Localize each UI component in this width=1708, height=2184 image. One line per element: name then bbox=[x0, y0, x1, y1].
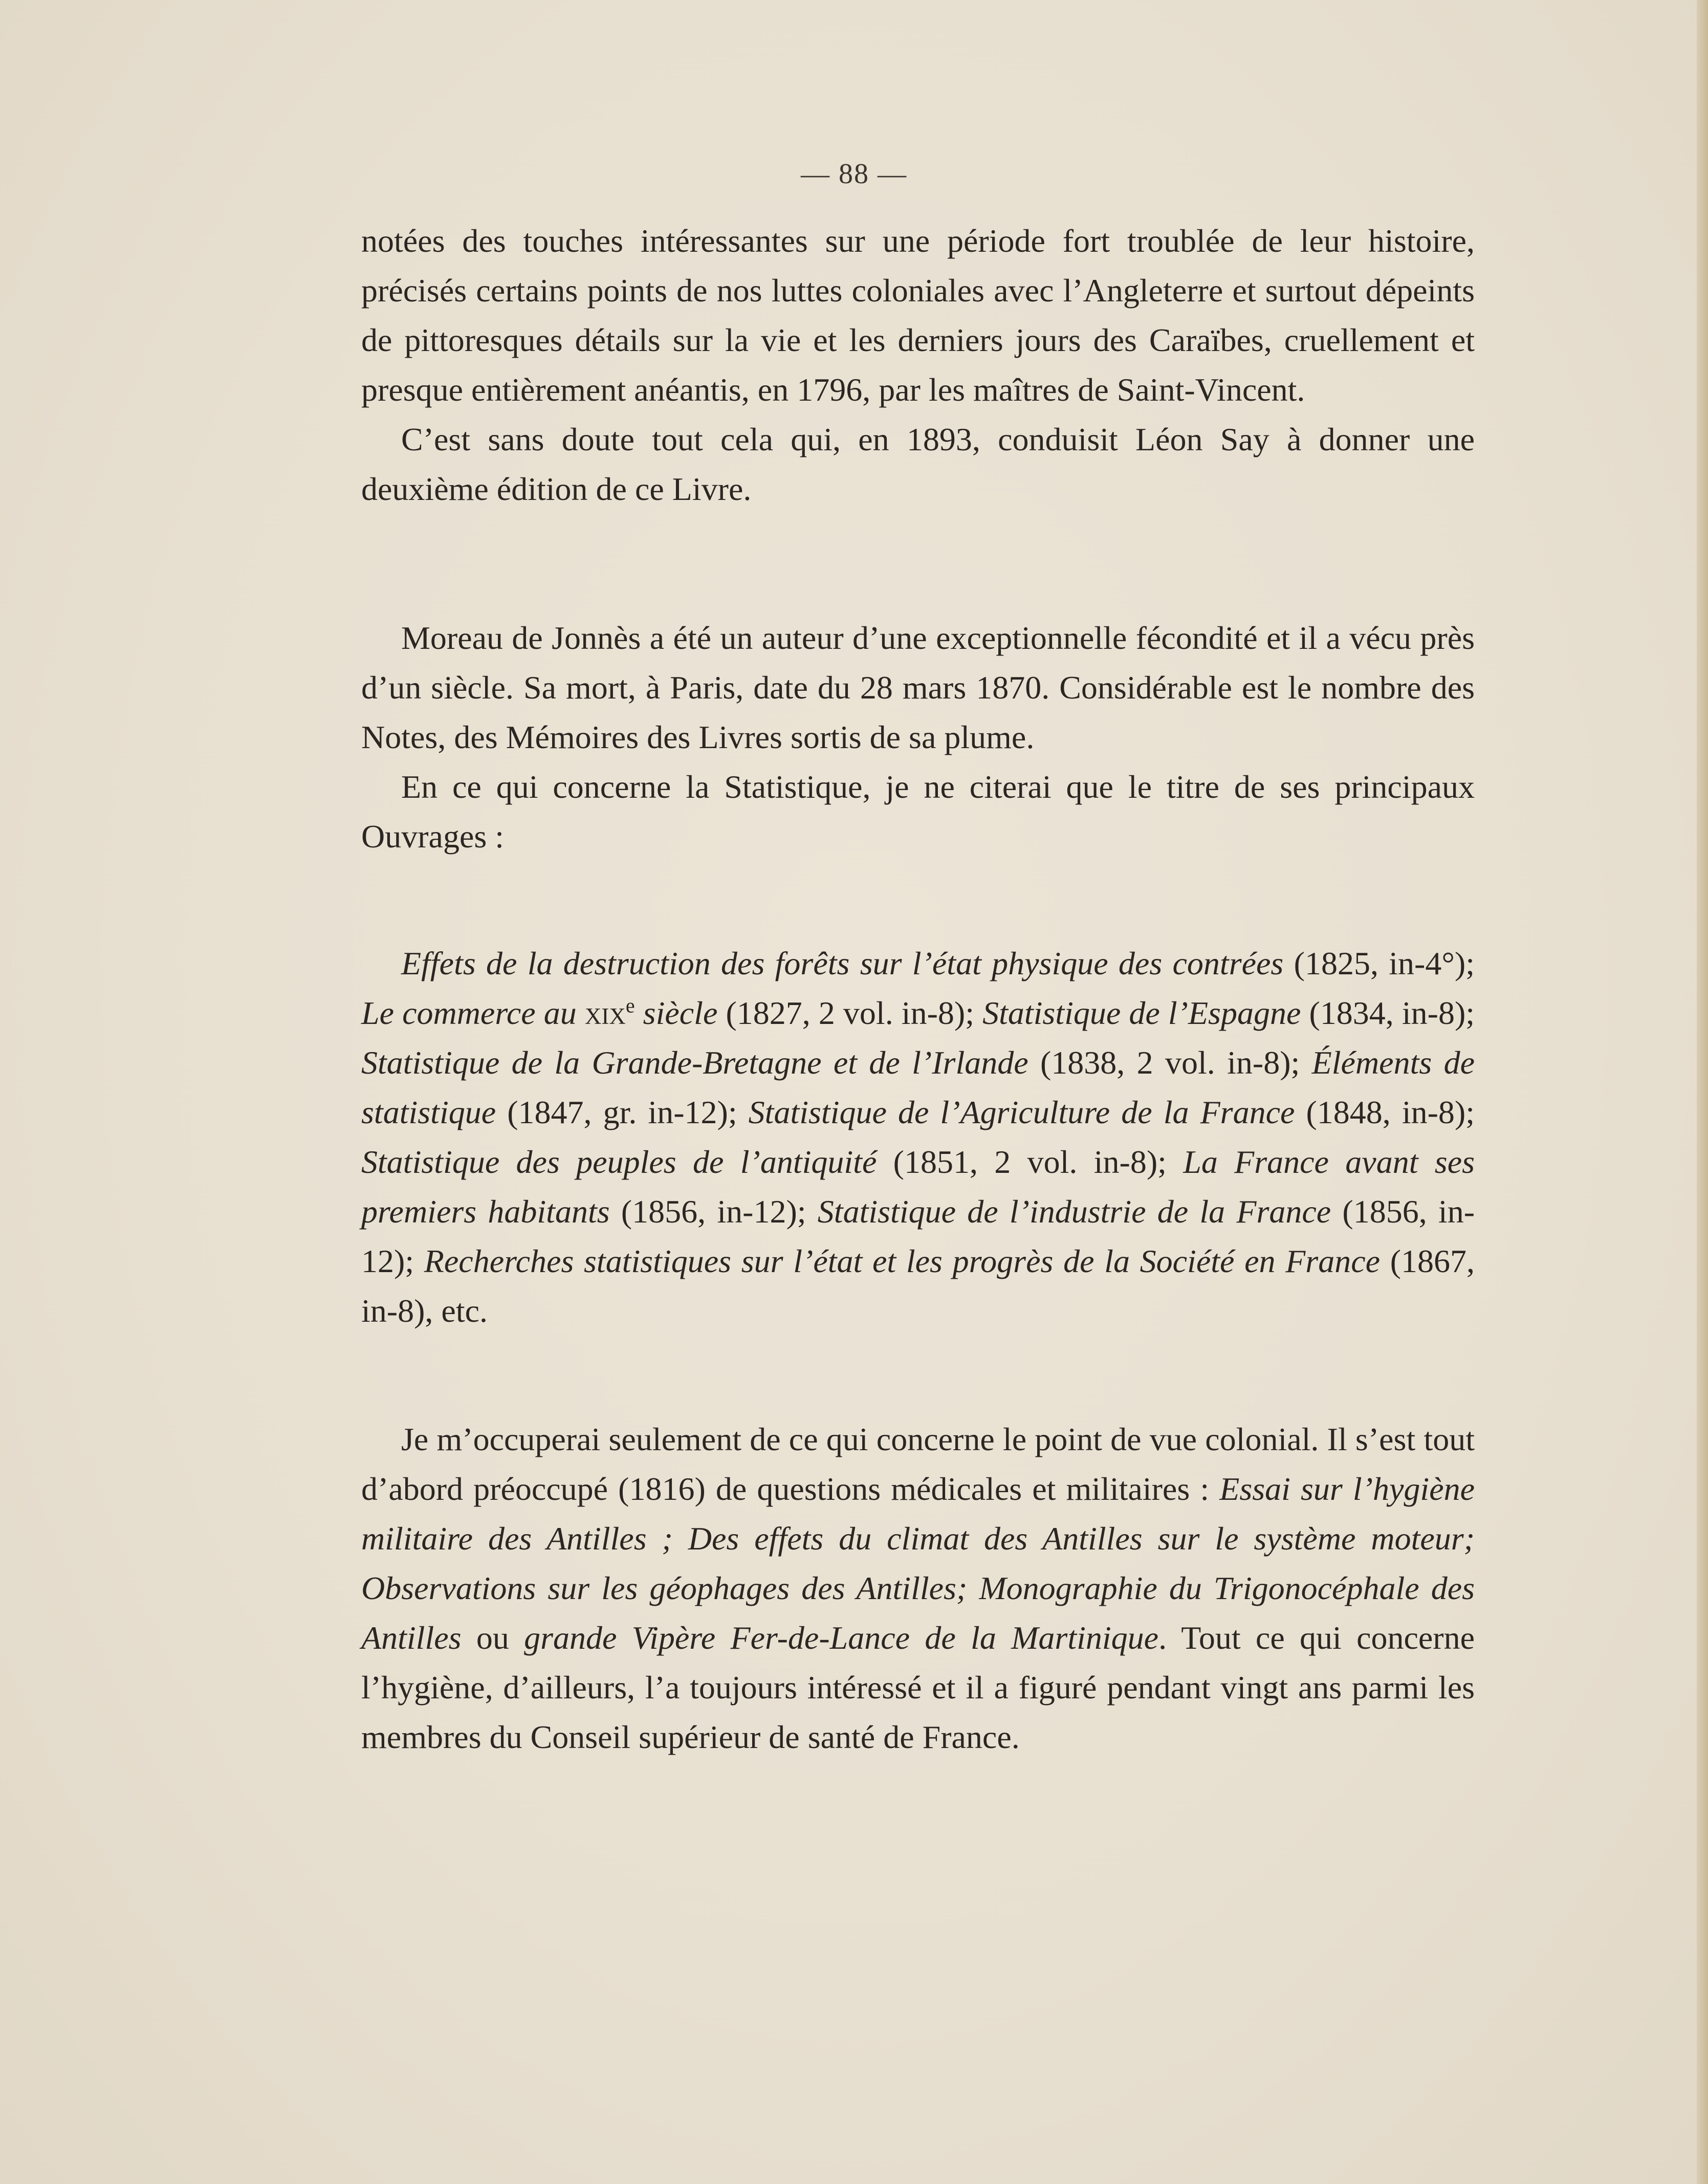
work-details: (1867, in-8), etc. bbox=[361, 1243, 1475, 1329]
paragraph-1: notées des touches intéressantes sur une période fort troublée de leur histoire, précisés certains points de nos luttes coloniales avec l’Angleterre et surtout dépeints de pittoresques détails sur la vie et les derniers jours des Caraïbes, cruellement et presque entièrement anéantis, en 1796, par les maîtres de Saint-Vincent. bbox=[361, 223, 1475, 408]
paragraph-3: Moreau de Jonnès a été un auteur d’une exceptionnelle fécondité et il a vécu près d’un siècle. Sa mort, à Paris, date du 28 mars 1870. Considérable est le nombre des Notes, des Mémoires des Livres sortis de sa plume. bbox=[361, 620, 1475, 755]
work-title: siècle bbox=[634, 995, 718, 1031]
work-title: Statistique de l’Espagne bbox=[982, 995, 1301, 1031]
text-section-1 bbox=[361, 216, 1475, 514]
bibliography-list bbox=[361, 938, 1475, 1336]
century-numeral: xix bbox=[584, 995, 626, 1031]
work-title: Essai sur l’hygiène militaire des Antilles ; bbox=[361, 1471, 1475, 1557]
paragraph-4: En ce qui concerne la Statistique, je ne citerai que le titre de ses principaux Ouvrages : bbox=[361, 769, 1475, 855]
work-title: Des effets du climat des Antilles sur le système moteur; bbox=[688, 1520, 1475, 1557]
work-details: (1834, in-8); bbox=[1301, 995, 1475, 1031]
page-edge bbox=[1697, 0, 1708, 2184]
paragraph-2: C’est sans doute tout cela qui, en 1893, conduisit Léon Say à donner une deuxième édition de ce Livre. bbox=[361, 421, 1475, 507]
work-details: (1856, in-12); bbox=[361, 1193, 1475, 1279]
work-title: Effets de la destruction des forêts sur l’état physique des contrées bbox=[401, 945, 1284, 981]
work-title: Statistique de l’industrie de la France bbox=[817, 1193, 1331, 1230]
paragraph-5-intro: Je m’occuperai seulement de ce qui concerne le point de vue colonial. Il s’est tout d’abord préoccupé (1816) de questions médicales et militaires : bbox=[361, 1421, 1475, 1507]
work-title: Le commerce au bbox=[361, 995, 585, 1031]
work-details: (1827, 2 vol. in-8); bbox=[717, 995, 983, 1031]
paragraph-5 bbox=[361, 1414, 1475, 1762]
work-details: (1851, 2 vol. in-8); bbox=[877, 1144, 1184, 1180]
work-details: (1838, 2 vol. in-8); bbox=[1028, 1044, 1312, 1081]
paragraph-5-outro: . Tout ce qui concerne l’hygiène, d’ailleurs, l’a toujours intéressé et il a figuré pendant vingt ans parmi les membres du Conseil supérieur de santé de France. bbox=[361, 1620, 1475, 1755]
work-title: Statistique de l’Agriculture de la France bbox=[748, 1094, 1295, 1130]
work-details: (1825, in-4°); bbox=[1283, 945, 1475, 981]
work-title: Statistique de la Grande-Bretagne et de l’Irlande bbox=[361, 1044, 1028, 1081]
page-number: — 88 — bbox=[801, 158, 907, 190]
text-section-3 bbox=[361, 1414, 1475, 1762]
work-details: (1847, gr. in-12); bbox=[496, 1094, 749, 1130]
work-title: Monographie du Trigonocéphale des Antilles bbox=[361, 1570, 1475, 1656]
bibliography-paragraph bbox=[361, 938, 1475, 1336]
century-superscript: e bbox=[625, 994, 635, 1017]
work-title: Observations sur les géophages des Antilles; bbox=[361, 1570, 979, 1606]
work-details: (1848, in-8); bbox=[1295, 1094, 1475, 1130]
work-title: La France avant ses premiers habitants bbox=[361, 1144, 1475, 1230]
work-title: grande Vipère Fer-de-Lance de la Martinique bbox=[524, 1620, 1159, 1656]
work-details: (1856, in-12); bbox=[609, 1193, 818, 1230]
work-title: Recherches statistiques sur l’état et les progrès de la Société en France bbox=[424, 1243, 1381, 1279]
connector-text: ou bbox=[461, 1620, 524, 1656]
work-title: Statistique des peuples de l’antiquité bbox=[361, 1144, 877, 1180]
work-title: Éléments de statistique bbox=[361, 1044, 1475, 1130]
text-section-2 bbox=[361, 613, 1475, 861]
